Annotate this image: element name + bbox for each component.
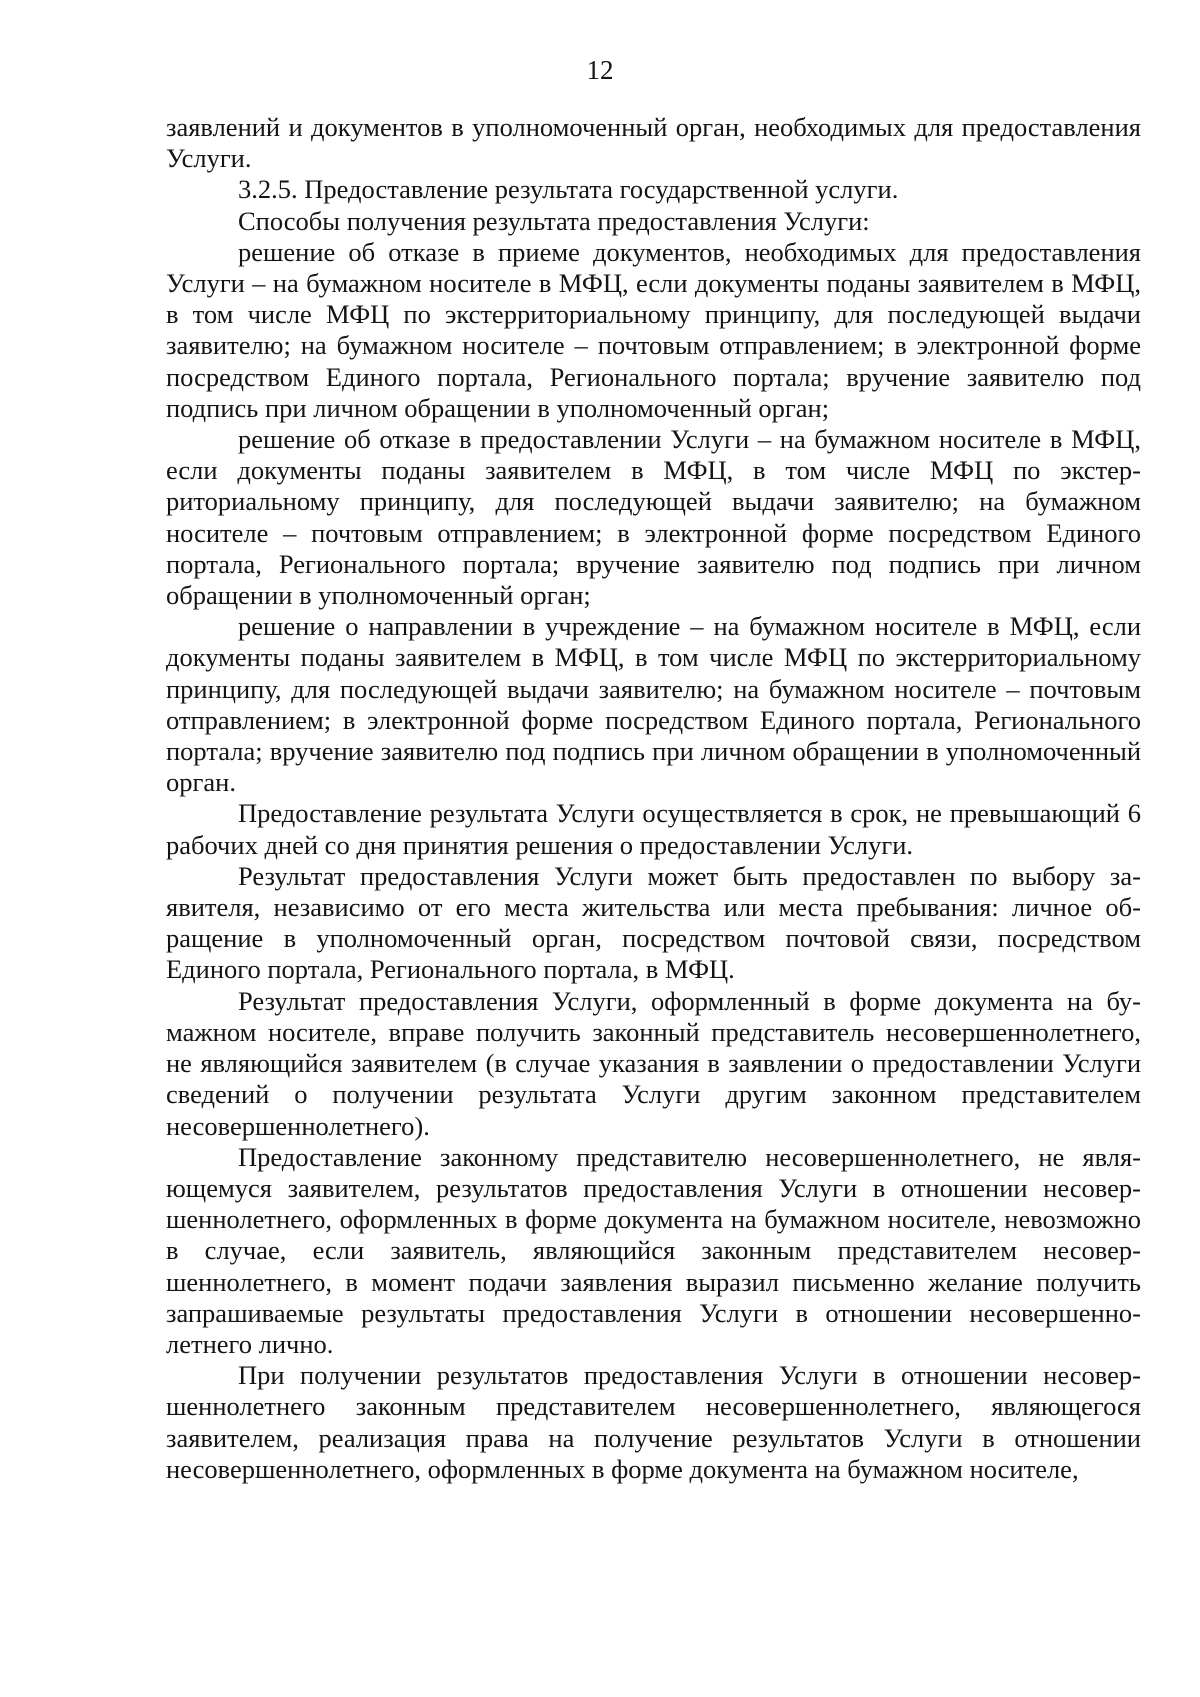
paragraph-continuation: заявлений и документов в уполномоченный орган, необходимых для предоставления Услуги. xyxy=(166,112,1141,174)
paragraph-representative-restriction: Предоставление законному представителю несовершеннолетнего, не являющемуся заявителем, результатов предоставления Услуги в отношении несовершеннолетнего, оформленных в форме документа на бумажном носителе, невозможно в случае, если заявитель, являющийся законным представителем несовершеннолетнего, в момент подачи заявления выразил письменно желание получить запрашиваемые результаты предоставления Услуги в отношении несовершеннолетнего лично. xyxy=(166,1141,1141,1359)
paragraph-representative-applicant: При получении результатов предоставления Услуги в отношении несовершеннолетнего законным представителем несовершеннолетнего, являющегося заявителем, реализация права на получение результатов Услуги в отношении несовершеннолетнего, оформленных в форме документа на бумажном носителе, xyxy=(166,1360,1141,1484)
paragraph-deadline: Предоставление результата Услуги осуществляется в срок, не превышающий 6 рабочих дней со дня принятия решения о предоставлении Услуги. xyxy=(166,798,1141,860)
page-number: 12 xyxy=(586,55,614,85)
paragraph-legal-representative: Результат предоставления Услуги, оформленный в форме документа на бумажном носителе, вправе получить законный представитель несовершеннолетнего, не являющийся заявителем (в случае указания в заявлении о предоставлении Услуги сведений о получении результата Услуги другим законном представителем несовершеннолетнего). xyxy=(166,985,1141,1141)
paragraph-refusal-acceptance: решение об отказе в приеме документов, необходимых для предоставления Услуги – на бумажном носителе в МФЦ, если документы поданы заявителем в МФЦ, в том числе МФЦ по экстерриториальному принципу, для последующей выдачи заявителю; на бумажном носителе – почтовым отправлением; в электронной форме посредством Единого портала, Регионального портала; вручение заявителю под подпись при личном обращении в уполномоченный орган; xyxy=(166,236,1141,423)
paragraph-refusal-service: решение об отказе в предоставлении Услуги – на бумажном носителе в МФЦ, если документы поданы заявителем в МФЦ, в том числе МФЦ по экстерриториальному принципу, для последующей выдачи заявителю; на бумажном носителе – почтовым отправлением; в электронной форме посредством Единого портала, Регионального портала; вручение заявителю под подпись при личном обращении в уполномоченный орган; xyxy=(166,424,1141,611)
paragraph-referral-decision: решение о направлении в учреждение – на бумажном носителе в МФЦ, если документы поданы заявителем в МФЦ, в том числе МФЦ по экстерриториальному принципу, для последующей выдачи заявителю; на бумажном носителе – почтовым отправлением; в электронной форме посредством Единого портала, Регионального портала; вручение заявителю под подпись при личном обращении в уполномоченный орган. xyxy=(166,611,1141,798)
paragraph-result-choice: Результат предоставления Услуги может быть предоставлен по выбору заявителя, независимо от его места жительства или места пребывания: личное обращение в уполномоченный орган, посредством почтовой связи, посредством Единого портала, Регионального портала, в МФЦ. xyxy=(166,860,1141,985)
section-heading-3-2-5: 3.2.5. Предоставление результата государственной услуги. xyxy=(238,174,899,205)
paragraph-result-methods: Способы получения результата предоставления Услуги: xyxy=(238,205,870,236)
document-body xyxy=(166,112,1141,1485)
